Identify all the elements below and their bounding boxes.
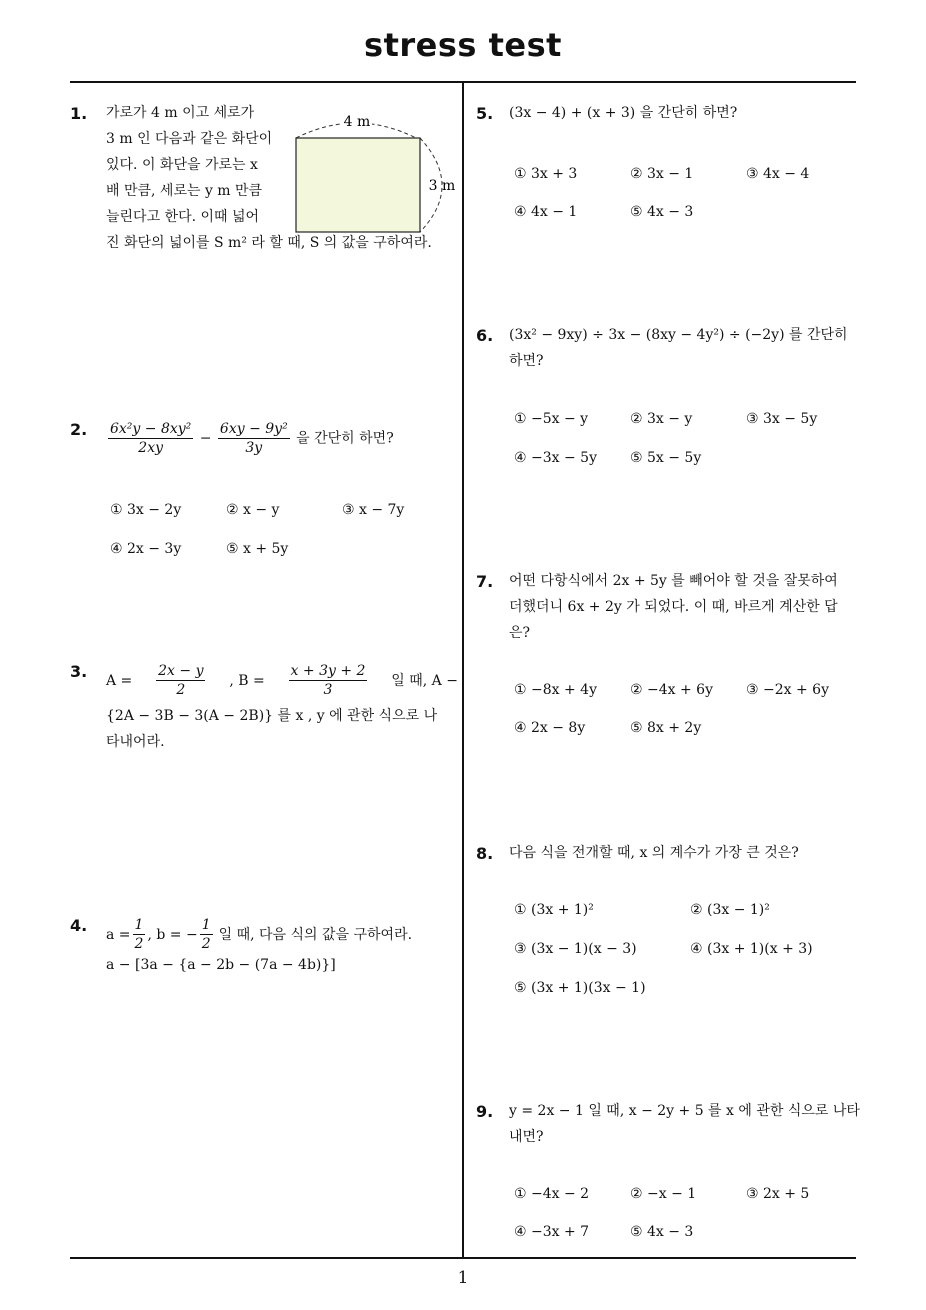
- choice-3[interactable]: ③ (3x − 1)(x − 3): [514, 941, 637, 957]
- question-line: 더했더니 6x + 2y 가 되었다. 이 때, 바르게 계산한 답: [509, 599, 838, 615]
- choice-4[interactable]: ④ 2x − 8y: [514, 720, 586, 736]
- choice-3[interactable]: ③ 3x − 5y: [746, 411, 818, 427]
- choice-1[interactable]: ① −5x − y: [514, 411, 589, 427]
- fraction-numerator: 1: [201, 917, 211, 933]
- question-7: [476, 572, 856, 742]
- choice-3[interactable]: ③ 2x + 5: [746, 1186, 810, 1202]
- bottom-rule: [70, 1257, 856, 1259]
- question-line: 가로가 4 m 이고 세로가: [106, 105, 255, 121]
- choice-5[interactable]: ⑤ 4x − 3: [630, 204, 694, 220]
- question-text: (3x − 4) + (x + 3) 을 간단히 하면?: [509, 105, 738, 121]
- question-number: 1.: [70, 104, 88, 123]
- choice-2[interactable]: ② (3x − 1)²: [690, 902, 770, 918]
- choice-2[interactable]: ② −x − 1: [630, 1186, 697, 1202]
- question-tail: 일 때, 다음 식의 값을 구하여라.: [218, 926, 413, 943]
- fraction-denominator: 2: [176, 682, 186, 698]
- question-5: [476, 104, 856, 224]
- choice-2[interactable]: ② −4x + 6y: [630, 682, 713, 698]
- question-line: [106, 662, 458, 699]
- question-text: [106, 100, 286, 230]
- fraction-denominator: 2: [201, 936, 211, 952]
- question-3: [70, 662, 460, 762]
- question-line: 배 만큼, 세로는 y m 만큼: [106, 183, 263, 199]
- choice-5[interactable]: ⑤ x + 5y: [226, 541, 289, 557]
- fraction-numerator: 6x²y − 8xy²: [110, 421, 192, 437]
- choice-3[interactable]: ③ −2x + 6y: [746, 682, 829, 698]
- column-divider: [462, 83, 464, 1258]
- choice-3[interactable]: ③ x − 7y: [342, 502, 405, 518]
- question-text: [509, 1098, 860, 1150]
- question-line: 늘린다고 한다. 이때 넓어: [106, 209, 260, 225]
- question-text: [509, 322, 848, 374]
- page-title: stress test: [364, 26, 562, 64]
- variable-b-label: , B =: [229, 672, 265, 689]
- question-1: [70, 104, 460, 264]
- question-number: 2.: [70, 420, 88, 439]
- choice-3[interactable]: ③ 4x − 4: [746, 166, 810, 182]
- question-text: 다음 식을 전개할 때, x 의 계수가 가장 큰 것은?: [509, 845, 799, 861]
- garden-figure: [292, 108, 462, 236]
- fraction-denominator: 2xy: [138, 440, 163, 456]
- question-tail: 일 때, A −: [391, 672, 458, 689]
- fraction: [200, 916, 213, 953]
- question-line: 타내어라.: [106, 734, 165, 750]
- fraction-numerator: 1: [134, 917, 144, 933]
- question-tail: 을 간단히 하면?: [296, 430, 394, 447]
- choice-4[interactable]: ④ (3x + 1)(x + 3): [690, 941, 813, 957]
- choice-4[interactable]: ④ 2x − 3y: [110, 541, 182, 557]
- question-number: 5.: [476, 104, 494, 123]
- question-number: 9.: [476, 1102, 494, 1121]
- width-label: 4 m: [343, 114, 371, 130]
- choice-4[interactable]: ④ −3x + 7: [514, 1224, 590, 1240]
- operator: −: [199, 430, 212, 447]
- fraction-numerator: 2x − y: [158, 663, 204, 679]
- question-text: [509, 568, 838, 646]
- garden-rectangle: [296, 138, 420, 232]
- question-line: (3x² − 9xy) ÷ 3x − (8xy − 4y²) ÷ (−2y) 를 간단히: [509, 327, 848, 343]
- question-6: [476, 326, 856, 476]
- choice-1[interactable]: ① 3x + 3: [514, 166, 578, 182]
- choice-1[interactable]: ① −4x − 2: [514, 1186, 590, 1202]
- choice-5[interactable]: ⑤ 8x + 2y: [630, 720, 702, 736]
- variable-a-label: A =: [106, 672, 133, 689]
- question-line: 은?: [509, 625, 531, 641]
- question-number: 6.: [476, 326, 494, 345]
- expression: a − [3a − {a − 2b − (7a − 4b)}]: [106, 957, 336, 973]
- choice-4[interactable]: ④ −3x − 5y: [514, 450, 597, 466]
- question-line: 3 m 인 다음과 같은 화단이: [106, 131, 273, 147]
- question-line: y = 2x − 1 일 때, x − 2y + 5 를 x 에 관한 식으로 나타: [509, 1103, 860, 1119]
- question-number: 4.: [70, 916, 88, 935]
- question-line: 하면?: [509, 353, 544, 369]
- question-line: 있다. 이 화단을 가로는 x: [106, 157, 258, 173]
- choice-4[interactable]: ④ 4x − 1: [514, 204, 578, 220]
- choice-2[interactable]: ② x − y: [226, 502, 280, 518]
- choice-5[interactable]: ⑤ 4x − 3: [630, 1224, 694, 1240]
- question-9: [476, 1102, 860, 1252]
- fraction: [218, 420, 290, 457]
- variable-b-label: , b = −: [147, 926, 198, 943]
- fraction-numerator: x + 3y + 2: [290, 663, 366, 679]
- fraction-denominator: 2: [134, 936, 144, 952]
- choice-5[interactable]: ⑤ (3x + 1)(3x − 1): [514, 980, 646, 996]
- fraction: [289, 662, 368, 699]
- fraction-denominator: 3: [323, 682, 333, 698]
- choice-1[interactable]: ① −8x + 4y: [514, 682, 597, 698]
- choice-2[interactable]: ② 3x − 1: [630, 166, 694, 182]
- fraction-denominator: 3y: [245, 440, 263, 456]
- variable-a-label: a =: [106, 926, 131, 943]
- choice-2[interactable]: ② 3x − y: [630, 411, 693, 427]
- choice-1[interactable]: ① 3x − 2y: [110, 502, 182, 518]
- fraction: [156, 662, 205, 699]
- question-line: [106, 916, 412, 953]
- question-line: 어떤 다항식에서 2x + 5y 를 빼어야 할 것을 잘못하여: [509, 573, 838, 589]
- question-line: {2A − 3B − 3(A − 2B)} 를 x , y 에 관한 식으로 나: [106, 708, 438, 724]
- choice-1[interactable]: ① (3x + 1)²: [514, 902, 594, 918]
- page-number: 1: [457, 1268, 469, 1288]
- choice-5[interactable]: ⑤ 5x − 5y: [630, 450, 702, 466]
- question-text: [106, 420, 394, 457]
- question-number: 3.: [70, 662, 88, 681]
- question-2: [70, 420, 460, 570]
- fraction: [108, 420, 193, 457]
- question-4: [70, 916, 460, 986]
- question-text: [106, 662, 458, 755]
- question-number: 8.: [476, 844, 494, 863]
- fraction-numerator: 6xy − 9y²: [219, 421, 288, 437]
- question-line: 내면?: [509, 1129, 544, 1145]
- height-label: 3 m: [428, 178, 456, 194]
- question-8: [476, 844, 856, 1004]
- question-line: 진 화단의 넓이를 S m² 라 할 때, S 의 값을 구하여라.: [106, 235, 432, 251]
- question-number: 7.: [476, 572, 494, 591]
- fraction: [133, 916, 146, 953]
- question-text: [106, 916, 412, 975]
